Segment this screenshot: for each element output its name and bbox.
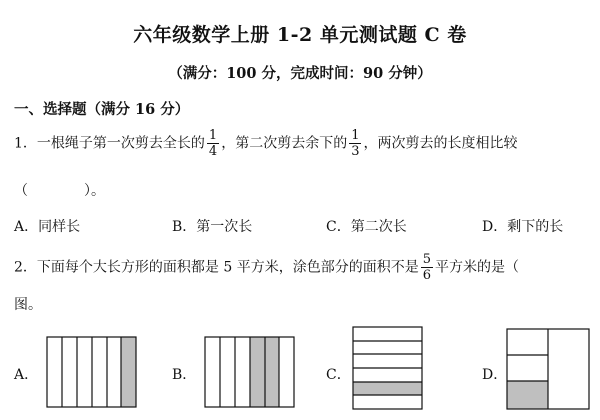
q1-option-c[interactable]: C．第二次长 — [326, 219, 407, 235]
page-subtitle: （满分：100 分，完成时间：90 分钟） — [168, 65, 432, 82]
figure-c[interactable] — [352, 326, 424, 410]
q2-option-a-label[interactable]: A． — [14, 367, 39, 383]
figure-b-shaded-strip — [250, 337, 265, 407]
q2-text-b: 平方米的是（ — [435, 259, 519, 276]
figure-d-shaded-cell — [507, 381, 548, 409]
q1-option-d[interactable]: D．剩下的长 — [482, 219, 564, 235]
q1-option-a[interactable]: A．同样长 — [14, 219, 81, 235]
q2-option-c-label[interactable]: C． — [326, 367, 351, 383]
q1-answer-blank: （ ）。 — [14, 183, 105, 199]
figure-c-shaded-strip — [353, 382, 422, 395]
section-heading: 一、选择题（满分 16 分） — [14, 101, 190, 118]
q2-option-b-label[interactable]: B． — [172, 367, 197, 383]
q2-option-d-label[interactable]: D． — [482, 367, 508, 383]
question-1 — [14, 128, 517, 159]
q2-fraction: $\frac{5}{6}$ — [422, 252, 431, 283]
q2-text-c: 图。 — [14, 297, 42, 313]
figure-d[interactable] — [506, 328, 590, 410]
q1-fraction-1: $\frac{1}{4}$ — [208, 128, 218, 159]
figure-b[interactable] — [204, 336, 296, 408]
q1-option-b[interactable]: B．第一次长 — [172, 219, 253, 235]
q1-text-a: 1．一根绳子第一次剪去全长的 — [14, 135, 205, 152]
figure-a-shaded-strip — [121, 337, 136, 407]
q1-text-c: ，两次剪去的长度相比较 — [363, 135, 518, 152]
page-title: 六年级数学上册 1-2 单元测试题 C 卷 — [133, 24, 467, 46]
q2-text-a: 2．下面每个大长方形的面积都是 5 平方米，涂色部分的面积不是 — [14, 259, 419, 276]
question-2 — [14, 252, 519, 283]
figure-b-shaded-strip — [265, 337, 279, 407]
q1-text-b: ，第二次剪去余下的 — [221, 135, 348, 152]
figure-a[interactable] — [46, 336, 138, 408]
q1-fraction-2: $\frac{1}{3}$ — [351, 128, 360, 159]
